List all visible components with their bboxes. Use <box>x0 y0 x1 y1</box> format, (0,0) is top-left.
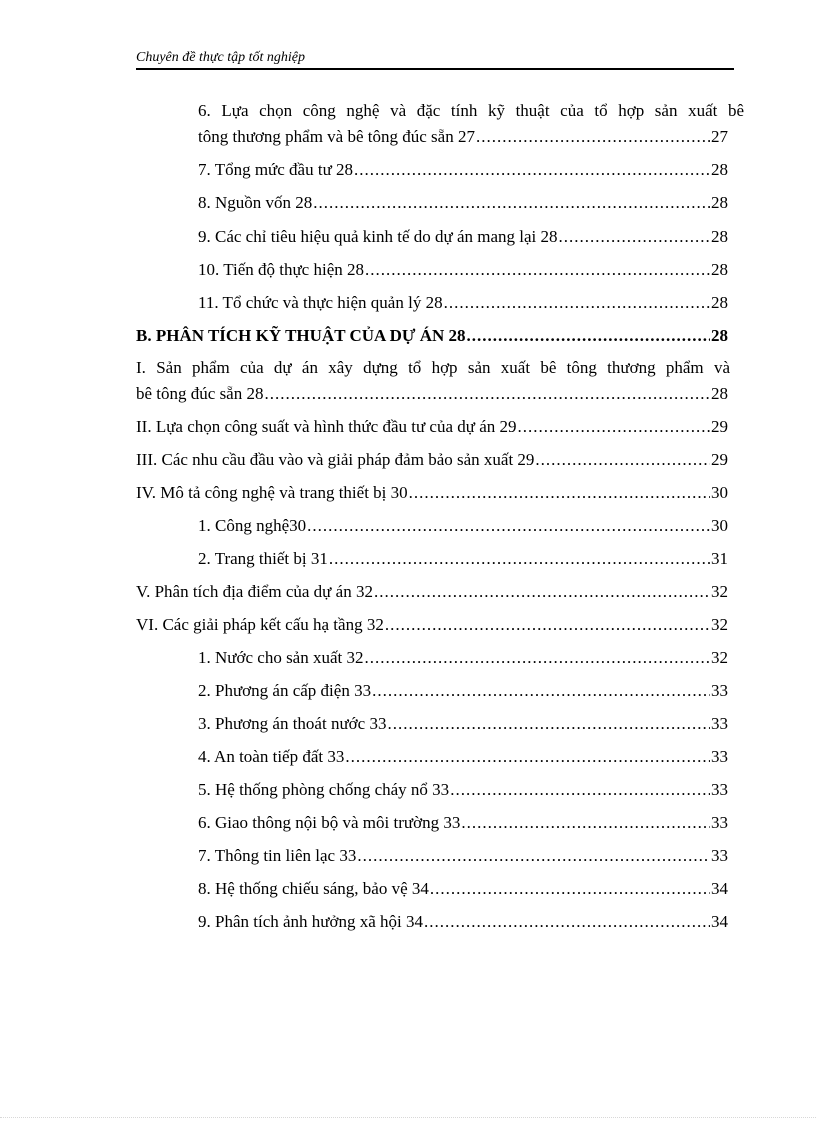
toc-page-number: 31 <box>711 549 728 568</box>
toc-entry[interactable] <box>136 612 728 638</box>
toc-page-number: 33 <box>711 780 728 799</box>
leader-dots <box>365 257 710 283</box>
leader-dots <box>559 224 710 250</box>
toc-entry[interactable] <box>136 579 728 605</box>
toc-page-number: 34 <box>711 912 728 931</box>
toc-page-number: 33 <box>711 846 728 865</box>
toc-entry[interactable] <box>198 678 728 704</box>
toc-entry-text: 8. Nguồn vốn 28 <box>198 193 313 212</box>
toc-page-number: 32 <box>711 582 728 601</box>
toc-entry[interactable] <box>198 843 728 869</box>
page-bottom-rule <box>0 1117 816 1118</box>
toc-entry-i-line1: I. Sản phẩm của dự án xây dựng tổ hợp sản xuất bê tông thương phẩm và <box>136 358 730 377</box>
leader-dots <box>357 843 710 869</box>
toc-entry[interactable] <box>198 876 728 902</box>
toc-entry-text: III. Các nhu cầu đầu vào và giải pháp đảm bảo sản xuất 29 <box>136 450 535 469</box>
toc-page-number: 32 <box>711 615 728 634</box>
leader-dots <box>387 711 710 737</box>
leader-dots <box>374 579 710 605</box>
toc-page-number: 28 <box>711 193 728 212</box>
toc-entry-text: 3. Phương án thoát nước 33 <box>198 714 387 733</box>
leader-dots <box>264 381 710 407</box>
toc-page-number: 33 <box>711 813 728 832</box>
toc-page-number: 34 <box>711 879 728 898</box>
toc-entry[interactable] <box>198 777 728 803</box>
toc-page-number: 33 <box>711 714 728 733</box>
toc-entry-text: B. PHÂN TÍCH KỸ THUẬT CỦA DỰ ÁN 28 <box>136 326 466 345</box>
toc-entry-text: VI. Các giải pháp kết cấu hạ tầng 32 <box>136 615 384 634</box>
toc-page-number: 27 <box>711 127 728 146</box>
toc-page-number: 33 <box>711 681 728 700</box>
leader-dots <box>476 124 710 150</box>
toc-entry[interactable] <box>136 414 728 440</box>
toc-entry-6-line1: 6. Lựa chọn công nghệ và đặc tính kỹ thuật của tổ hợp sản xuất bê <box>198 101 744 120</box>
toc-entry[interactable] <box>198 810 728 836</box>
toc-entry-text: 5. Hệ thống phòng chống cháy nổ 33 <box>198 780 450 799</box>
leader-dots <box>461 810 710 836</box>
toc-page-number: 30 <box>711 516 728 535</box>
toc-entry[interactable] <box>198 546 728 572</box>
leader-dots <box>444 290 710 316</box>
toc-entry-text: 2. Trang thiết bị 31 <box>198 549 328 568</box>
toc-page-number: 32 <box>711 648 728 667</box>
toc-entry[interactable] <box>136 447 728 473</box>
toc-entry-text: 1. Công nghệ30 <box>198 516 307 535</box>
running-header: Chuyên đề thực tập tốt nghiệp <box>136 50 305 65</box>
leader-dots <box>345 744 710 770</box>
toc-entry[interactable] <box>198 645 728 671</box>
toc-entry[interactable] <box>198 257 728 283</box>
leader-dots <box>535 447 710 473</box>
toc-entry[interactable] <box>198 290 728 316</box>
leader-dots <box>518 414 710 440</box>
leader-dots <box>307 513 710 539</box>
toc-page-number: 33 <box>711 747 728 766</box>
leader-dots <box>313 190 710 216</box>
toc-entry-text: 7. Tổng mức đầu tư 28 <box>198 160 354 179</box>
leader-dots <box>467 323 711 349</box>
toc-page-number: 29 <box>711 450 728 469</box>
leader-dots <box>385 612 710 638</box>
leader-dots <box>372 678 710 704</box>
toc-entry-text: 6. Giao thông nội bộ và môi trường 33 <box>198 813 461 832</box>
toc-entry-text: tông thương phẩm và bê tông đúc sẵn 27 <box>198 127 475 146</box>
toc-entry-text: IV. Mô tả công nghệ và trang thiết bị 30 <box>136 483 408 502</box>
toc-entry-text: 1. Nước cho sản xuất 32 <box>198 648 364 667</box>
toc-entry[interactable] <box>198 513 728 539</box>
toc-entry-text: V. Phân tích địa điểm của dự án 32 <box>136 582 373 601</box>
toc-page-number: 28 <box>711 326 728 345</box>
toc-page-number: 28 <box>711 384 728 403</box>
toc-page-number: 28 <box>711 227 728 246</box>
toc-entry-text: 4. An toàn tiếp đất 33 <box>198 747 345 766</box>
toc-entry-i-line2[interactable] <box>136 381 728 407</box>
toc-entry[interactable] <box>198 190 728 216</box>
toc-page-number: 30 <box>711 483 728 502</box>
leader-dots <box>424 909 710 935</box>
toc-entry[interactable] <box>198 224 728 250</box>
toc-entry-text: II. Lựa chọn công suất và hình thức đầu tư của dự án 29 <box>136 417 517 436</box>
toc-entry-6-line2[interactable] <box>198 124 728 150</box>
leader-dots <box>430 876 710 902</box>
toc-entry[interactable] <box>198 744 728 770</box>
leader-dots <box>354 157 710 183</box>
toc-entry-text: 9. Phân tích ảnh hưởng xã hội 34 <box>198 912 424 931</box>
toc-entry-text: 7. Thông tin liên lạc 33 <box>198 846 357 865</box>
toc-entry[interactable] <box>198 157 728 183</box>
toc-entry-text: 2. Phương án cấp điện 33 <box>198 681 372 700</box>
leader-dots <box>329 546 710 572</box>
leader-dots <box>409 480 710 506</box>
toc-entry-text: 9. Các chỉ tiêu hiệu quả kinh tế do dự án mang lại 28 <box>198 227 558 246</box>
leader-dots <box>450 777 710 803</box>
toc-page-number: 29 <box>711 417 728 436</box>
toc-entry-text: 11. Tổ chức và thực hiện quản lý 28 <box>198 293 443 312</box>
toc-entry[interactable] <box>198 909 728 935</box>
toc-page-number: 28 <box>711 293 728 312</box>
header-rule <box>136 68 734 70</box>
toc-entry[interactable] <box>198 711 728 737</box>
toc-entry[interactable] <box>136 480 728 506</box>
toc-entry-text: 10. Tiến độ thực hiện 28 <box>198 260 364 279</box>
toc-entry-text: bê tông đúc sẵn 28 <box>136 384 264 403</box>
leader-dots <box>365 645 710 671</box>
toc-section-b[interactable] <box>136 323 728 349</box>
toc-entry-text: 8. Hệ thống chiếu sáng, bảo vệ 34 <box>198 879 429 898</box>
toc-page-number: 28 <box>711 160 728 179</box>
toc-page-number: 28 <box>711 260 728 279</box>
